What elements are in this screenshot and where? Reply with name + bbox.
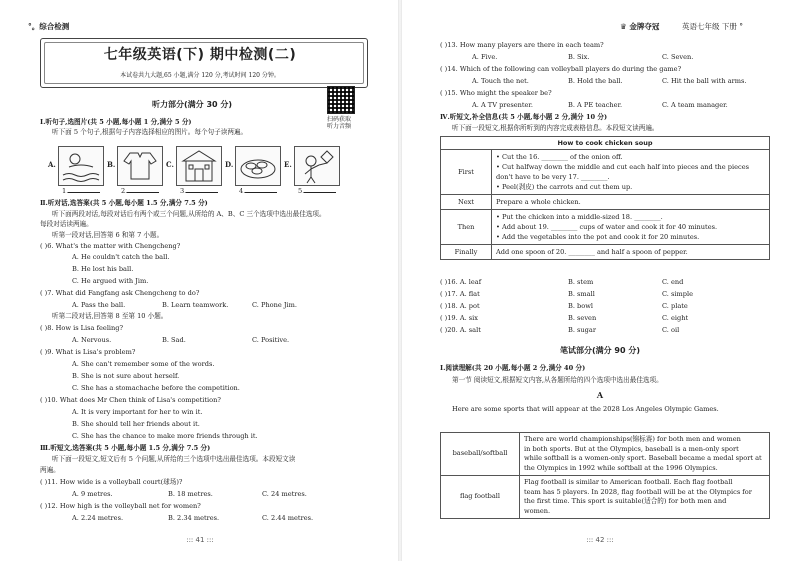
q11: ( )11. How wide is a volleyball court(球场)? xyxy=(40,478,183,486)
row-label-first: First xyxy=(441,150,492,195)
clothes-icon xyxy=(117,146,163,186)
q18-option-b[interactable]: B. bowl xyxy=(568,302,593,310)
sec4-instructions: 听下面一段短文,根据你所听到的内容完成表格信息。本段短文读两遍。 xyxy=(452,124,659,132)
q12: ( )12. How high is the volleyball net for women? xyxy=(40,502,201,510)
row-label-next: Next xyxy=(441,195,492,210)
pic-letter-e: E. xyxy=(284,160,292,169)
flag-line-4: women. xyxy=(524,506,551,515)
writing-header: 笔试部分(满分 90 分) xyxy=(559,346,640,355)
boy-swimming-icon xyxy=(58,146,104,186)
q13-option-b[interactable]: B. Six. xyxy=(568,53,590,61)
q6-option-c[interactable]: C. He argued with Jim. xyxy=(72,277,149,285)
q8-option-a[interactable]: A. Nervous. xyxy=(72,336,112,344)
sec1-title: Ⅰ.听句子,选图片(共 5 小题,每小题 1 分,满分 5 分) xyxy=(40,118,192,126)
page-number-right: ::: 42 ::: xyxy=(586,536,614,544)
flag-line-3: the first time. This sport is suitable(适合的) for both men and xyxy=(524,497,727,505)
sport-label-baseball: baseball/softball xyxy=(441,433,520,476)
q10: ( )10. What does Mr Chen think of Lisa's competition? xyxy=(40,396,221,404)
passage-intro: Here are some sports that will appear at the 2028 Los Angeles Olympic Games. xyxy=(452,405,719,413)
q19-option-c[interactable]: C. eight xyxy=(662,314,689,322)
header-right: 英语七年级 下册 ° xyxy=(682,22,744,31)
blank-4[interactable]: 4. xyxy=(239,187,277,195)
baseball-line-1: There are world championships(锦标赛) for both men and women xyxy=(524,435,741,443)
blank-1[interactable]: 1. xyxy=(62,187,100,195)
sports-table xyxy=(440,432,770,519)
first-line-1: • Cut the 16. ________ of the onion off. xyxy=(496,153,623,161)
first-line-3: don't have to be very 17. ________. xyxy=(496,173,610,181)
q19[interactable]: ( )19. A. six xyxy=(440,314,478,322)
then-line-3: • Add the vegetables into the pot and cook it for 20 minutes. xyxy=(496,233,700,241)
listening-header: 听力部分(满分 30 分) xyxy=(152,100,233,109)
qr-caption-2: 听力音频 xyxy=(327,123,352,130)
q10-option-a[interactable]: A. It is very important for her to win it. xyxy=(72,408,203,416)
q20[interactable]: ( )20. A. salt xyxy=(440,326,481,334)
page-number-left: ::: 41 ::: xyxy=(186,536,214,544)
q19-option-b[interactable]: B. seven xyxy=(568,314,597,322)
boy-kite-icon xyxy=(294,146,340,186)
q9: ( )9. What is Lisa's problem? xyxy=(40,348,136,356)
q11-option-b[interactable]: B. 18 metres. xyxy=(168,490,213,498)
sec2-instr-1: 听下面两段对话,每段对话后有两个或三个问题,从所给的 A、B、C 三个选项中选出最佳选项。 xyxy=(52,210,326,218)
sec1-instructions: 听下面 5 个句子,根据句子内容选择相应的图片。每个句子读两遍。 xyxy=(52,128,248,136)
pic-letter-c: C. xyxy=(166,160,174,169)
flag-line-2: team has 5 players. In 2028, flag football will be at the Olympics for xyxy=(524,487,752,496)
q11-option-c[interactable]: C. 24 metres. xyxy=(262,490,307,498)
q13: ( )13. How many players are there in each team? xyxy=(440,41,604,49)
flag-line-1: Flag football is similar to American football. Each flag football xyxy=(524,478,733,486)
q9-option-a[interactable]: A. She can't remember some of the words. xyxy=(72,360,215,368)
q8: ( )8. How is Lisa feeling? xyxy=(40,324,124,332)
finally-line-1: Add one spoon of 20. ________ and half a spoon of pepper. xyxy=(496,248,688,256)
qr-caption-1: 扫码获取 xyxy=(327,116,352,123)
qr-code-icon[interactable] xyxy=(327,86,355,114)
q14: ( )14. Which of the following can volleyball players do during the game? xyxy=(440,65,682,73)
q13-option-a[interactable]: A. Five. xyxy=(472,53,498,61)
q15: ( )15. Who might the speaker be? xyxy=(440,89,552,97)
subtitle: 本试卷共九大题,65 小题,满分 120 分,考试时间 120 分钟。 xyxy=(120,72,280,79)
row-finally-content xyxy=(492,245,770,260)
q15-option-b[interactable]: B. A PE teacher. xyxy=(568,101,623,109)
blank-5[interactable]: 5. xyxy=(298,187,336,195)
blank-2[interactable]: 2. xyxy=(121,187,159,195)
sec3-instr-2: 两遍。 xyxy=(40,466,60,474)
first-line-4: • Peel(剥皮) the carrots and cut them up. xyxy=(496,183,633,191)
q14-option-a[interactable]: A. Touch the net. xyxy=(472,77,529,85)
sec2-instr-2: 每段对话读两遍。 xyxy=(40,220,93,228)
q17[interactable]: ( )17. A. flat xyxy=(440,290,480,298)
blank-3[interactable]: 3. xyxy=(180,187,218,195)
q10-option-b[interactable]: B. She should tell her friends about it. xyxy=(72,420,200,428)
sec5-instructions: 第一节 阅读短文,根据短文内容,从各题所给的四个选项中选出最佳选项。 xyxy=(452,376,663,384)
sport-flag-football-text xyxy=(520,476,770,519)
dumplings-icon xyxy=(235,146,281,186)
q20-option-c[interactable]: C. oil xyxy=(662,326,680,334)
sport-baseball-text xyxy=(520,433,770,476)
sec5-title: Ⅰ.阅读理解(共 20 小题,每小题 2 分,满分 40 分) xyxy=(440,364,586,372)
row-next-content xyxy=(492,195,770,210)
cook-table xyxy=(440,136,770,260)
q17-option-c[interactable]: C. simple xyxy=(662,290,693,298)
crown-icon: ♛ xyxy=(620,22,630,31)
q6-option-a[interactable]: A. He couldn't catch the ball. xyxy=(72,253,170,261)
q9-option-c[interactable]: C. She has a stomachache before the competition. xyxy=(72,384,240,392)
q7-option-c[interactable]: C. Phone Jim. xyxy=(252,301,298,309)
page-title: 七年级英语(下) 期中检测(二) xyxy=(103,47,297,63)
row-then-content xyxy=(492,210,770,245)
q8-option-b[interactable]: B. Sad. xyxy=(162,336,186,344)
q15-option-c[interactable]: C. A team manager. xyxy=(662,101,728,109)
then-line-1: • Put the chicken into a middle-sized 18. ________. xyxy=(496,213,663,221)
cook-table-title: How to cook chicken soup xyxy=(441,137,770,150)
q17-option-b[interactable]: B. small xyxy=(568,290,595,298)
q12-option-b[interactable]: B. 2.34 metres. xyxy=(168,514,220,522)
q18[interactable]: ( )18. A. pot xyxy=(440,302,480,310)
q20-option-b[interactable]: B. sugar xyxy=(568,326,596,334)
pic-letter-b: B. xyxy=(107,160,116,169)
row-label-then: Then xyxy=(441,210,492,245)
q7-option-b[interactable]: B. Learn teamwork. xyxy=(162,301,229,309)
passage-letter: A xyxy=(596,390,604,400)
q14-option-c[interactable]: C. Hit the ball with arms. xyxy=(662,77,747,85)
q7-option-a[interactable]: A. Pass the ball. xyxy=(72,301,126,309)
q8-option-c[interactable]: C. Positive. xyxy=(252,336,290,344)
conv1-intro: 听第一段对话,回答第 6 和第 7 小题。 xyxy=(52,231,164,239)
q9-option-b[interactable]: B. She is not sure about herself. xyxy=(72,372,180,380)
q7: ( )7. What did Fangfang ask Chengcheng to do? xyxy=(40,289,200,297)
row-label-finally: Finally xyxy=(441,245,492,260)
right-page xyxy=(400,0,800,561)
library-icon xyxy=(176,146,222,186)
q6-option-b[interactable]: B. He lost his ball. xyxy=(72,265,134,273)
q15-option-a[interactable]: A. A TV presenter. xyxy=(472,101,533,109)
q16-option-c[interactable]: C. end xyxy=(662,278,684,286)
header-left: °。综合检测 xyxy=(28,22,70,31)
pic-letter-a: A. xyxy=(48,160,56,169)
sport-label-flag-football: flag football xyxy=(441,476,520,519)
q10-option-c[interactable]: C. She has the chance to make more friends through it. xyxy=(72,432,258,440)
then-line-2: • Add about 19. ________ cups of water and cook it for 40 minutes. xyxy=(496,223,718,231)
q18-option-c[interactable]: C. plate xyxy=(662,302,688,310)
q16[interactable]: ( )16. A. leaf xyxy=(440,278,482,286)
q11-option-a[interactable]: A. 9 metres. xyxy=(72,490,113,498)
q12-option-a[interactable]: A. 2.24 metres. xyxy=(72,514,124,522)
sec3-title: Ⅲ.听短文,选答案(共 5 小题,每小题 1.5 分,满分 7.5 分) xyxy=(40,444,211,452)
q14-option-b[interactable]: B. Hold the ball. xyxy=(568,77,623,85)
sec3-instr-1: 听下面一段短文,短文后有 5 个问题,从所给的三个选项中选出最佳选项。本段短文读 xyxy=(52,455,296,463)
sec4-title: Ⅳ.听短文,补全信息(共 5 小题,每小题 2 分,满分 10 分) xyxy=(440,113,608,121)
q12-option-c[interactable]: C. 2.44 metres. xyxy=(262,514,314,522)
sec2-title: Ⅱ.听对话,选答案(共 5 小题,每小题 1.5 分,满分 7.5 分) xyxy=(40,199,208,207)
q16-option-b[interactable]: B. stem xyxy=(568,278,594,286)
next-line-1: Prepare a whole chicken. xyxy=(496,198,581,206)
header-brand: ♛ 金牌夺冠 xyxy=(620,22,660,31)
q6: ( )6. What's the matter with Chengcheng? xyxy=(40,242,181,250)
first-line-2: • Cut halfway down the middle and cut each half into pieces and the pieces xyxy=(496,163,749,171)
baseball-line-2: in both sports. But at the Olympics, baseball is a men-only sport xyxy=(524,444,739,453)
baseball-line-3: while softball is a women-only sport. Baseball became a medal sport at xyxy=(524,454,762,462)
q13-option-c[interactable]: C. Seven. xyxy=(662,53,694,61)
baseball-line-4: the Olympics in 1992 while softball at the 1996 Olympics. xyxy=(524,463,718,472)
conv2-intro: 听第二段对话,回答第 8 至第 10 小题。 xyxy=(52,312,168,320)
pic-letter-d: D. xyxy=(225,160,234,169)
row-first-content xyxy=(492,150,770,195)
